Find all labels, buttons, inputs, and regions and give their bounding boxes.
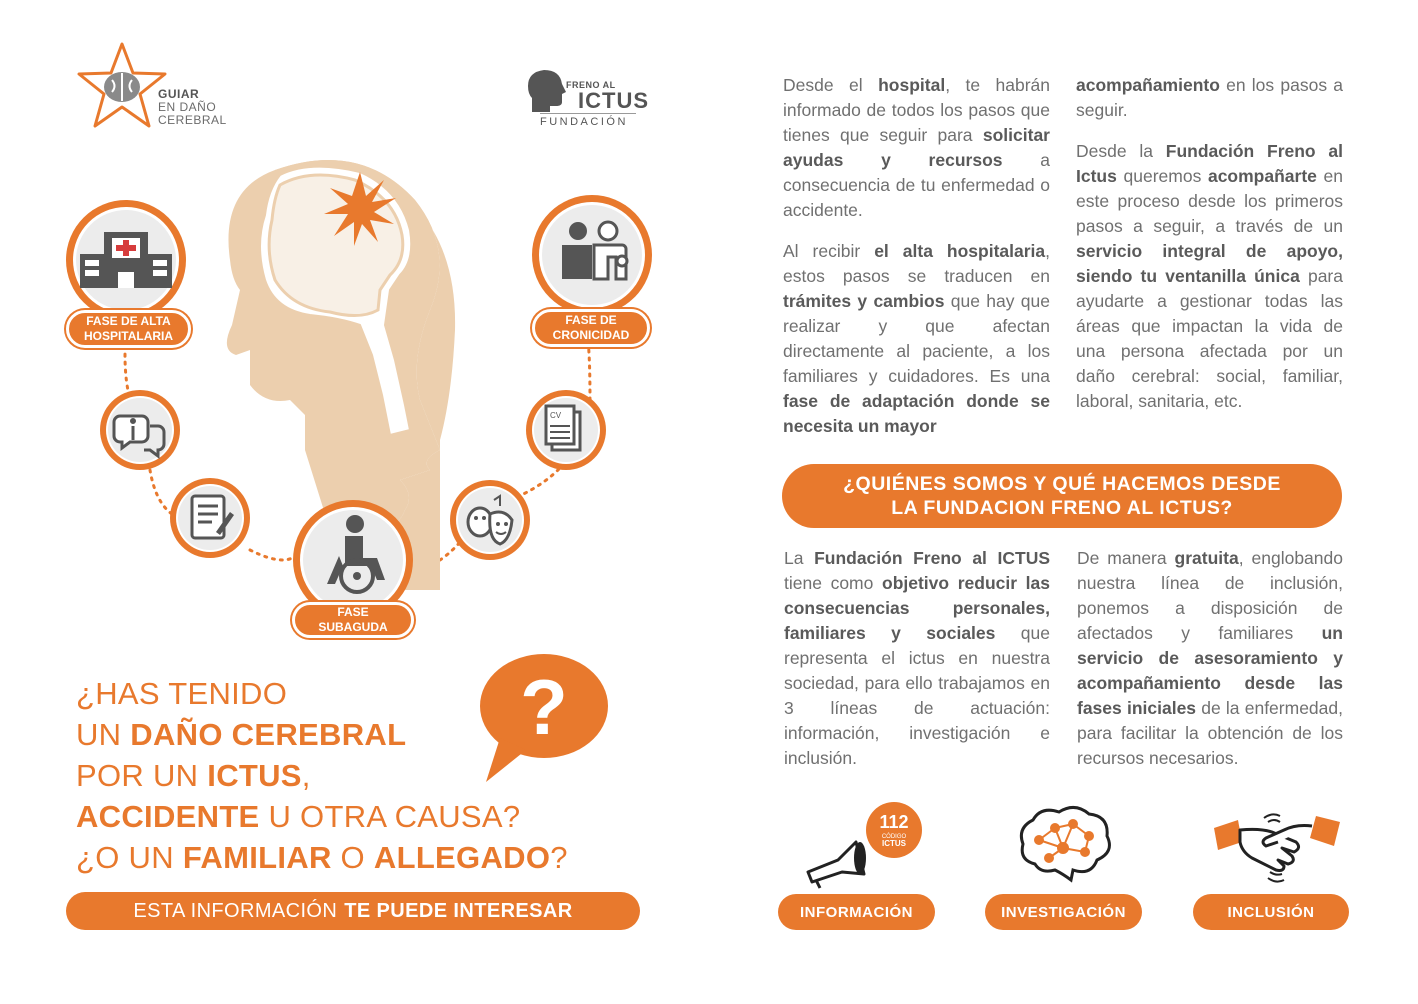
headline-text-2a: UN — [76, 717, 131, 752]
star-brain-icon — [72, 40, 172, 132]
cv-document-icon — [546, 406, 580, 450]
phase-subaguda-line1: FASE — [337, 605, 369, 619]
text-column-4 — [1077, 546, 1343, 787]
guiar-sub1: EN DAÑO — [158, 100, 217, 114]
headline — [76, 673, 676, 878]
headline-text-5b: FAMILIAR — [182, 840, 332, 875]
phase-cronicidad-line2: CRONICIDAD — [552, 328, 630, 342]
headline-text-5d: ALLEGADO — [373, 840, 551, 875]
headline-text-3c: , — [301, 758, 311, 793]
badge-number: 112 — [879, 812, 909, 832]
headline-line4 — [76, 796, 676, 837]
col2-paragraph-2: Desde la Fundación Freno al Ictus queremos acompañarte en este proceso desde los primeros pasos a seguir, a través de un servicio integral de apoyo, siendo tu ventanilla única para ayudarte a gestionar todas las áreas que impactan la vida de una persona afectada por un daño cerebral: social, familiar, laboral, sanitaria, etc. — [1076, 141, 1344, 411]
guiar-title: GUIAR — [158, 87, 200, 101]
freno-ictus-logo — [526, 66, 649, 136]
banner-line2: LA FUNDACION FRENO AL ICTUS? — [891, 497, 1233, 519]
guiar-sub2: CEREBRAL — [158, 113, 227, 127]
brain-network-icon — [1015, 804, 1115, 884]
col2-paragraph-1: acompañamiento en los pasos a seguir. — [1076, 75, 1343, 120]
phase-subaguda-label — [292, 602, 414, 638]
headline-line1 — [76, 673, 676, 714]
arts-circle — [450, 480, 530, 560]
svg-text:CV: CV — [550, 411, 562, 420]
headline-text-2b: DAÑO CEREBRAL — [130, 717, 407, 752]
text-column-3 — [784, 546, 1050, 787]
col1-paragraph-2: Al recibir el alta hospitalaria, estos pasos se traducen en trámites y cambios que hay que realizar y que afectan directamente al paciente, a los familiares y cuidadores. Es una fase de adaptación donde se necesita un mayor — [783, 241, 1051, 436]
col4-paragraph-1: De manera gratuita, englobando nuestra línea de inclusión, ponemos a disposición de afectados y familiares un servicio de asesoramiento y acompañamiento desde las fases iniciales de la enfermedad, para facilitar la obtención de los recursos necesarios. — [1077, 548, 1343, 768]
handshake-icon — [1212, 808, 1342, 888]
headline-line3 — [76, 755, 676, 796]
phases-illustration — [60, 150, 680, 640]
inclusion-button[interactable]: INCLUSIÓN — [1193, 894, 1349, 930]
svg-text:?: ? — [520, 663, 568, 751]
headline-line2 — [76, 714, 676, 755]
hospital-circle — [66, 200, 186, 320]
cta-banner — [66, 892, 640, 930]
info-circle — [100, 390, 180, 470]
phase-cronicidad-label — [532, 309, 650, 347]
headline-text-5a: ¿O UN — [76, 840, 183, 875]
phase-alta-line2: HOSPITALARIA — [83, 329, 174, 343]
family-circle — [532, 195, 652, 315]
headline-text-5c: O — [331, 840, 374, 875]
phase-subaguda-line2: SUBAGUDA — [318, 620, 388, 634]
ictus-logo-rule — [540, 113, 636, 114]
ictus-logo-main: ICTUS — [578, 88, 649, 113]
ictus-logo-top: FRENO AL — [566, 80, 616, 90]
col1-paragraph-1: Desde el hospital, te habrán informado de todos los pasos que tienes que seguir para solicitar ayudas y recursos a consecuencia de tu enfermedad o accidente. — [783, 75, 1051, 220]
cv-circle — [526, 390, 606, 470]
section-banner — [782, 464, 1342, 528]
phase-alta-line1: FASE DE ALTA — [86, 314, 171, 328]
badge-line2: ICTUS — [882, 839, 906, 848]
phase-alta-label — [66, 310, 191, 348]
megaphone-icon — [798, 800, 928, 890]
headline-text-1: ¿HAS TENIDO — [76, 676, 288, 711]
document-circle — [170, 478, 250, 558]
headline-line5 — [76, 837, 676, 878]
head-profile-icon — [526, 68, 566, 114]
headline-text-3a: POR UN — [76, 758, 208, 793]
headline-text-5e: ? — [550, 840, 568, 875]
headline-text-4a: ACCIDENTE — [76, 799, 260, 834]
investigacion-button[interactable]: INVESTIGACIÓN — [985, 894, 1142, 930]
headline-text-4b: U OTRA CAUSA? — [259, 799, 521, 834]
col3-paragraph-1: La Fundación Freno al ICTUS tiene como objetivo reducir las consecuencias personales, familiares y sociales que representa el ictus en nuestra sociedad, para ello trabajamos en 3 líneas de actuación: información, investigación e inclusión. — [784, 548, 1051, 768]
informacion-button[interactable]: INFORMACIÓN — [778, 894, 935, 930]
headline-text-3b: ICTUS — [207, 758, 302, 793]
badge-line1: CÓDIGO — [881, 834, 907, 840]
banner-line1: ¿QUIÉNES SOMOS Y QUÉ HACEMOS DESDE — [843, 473, 1281, 495]
text-column-2 — [1076, 73, 1343, 430]
cta-normal: ESTA INFORMACIÓN — [133, 899, 338, 922]
cta-bold: TE PUEDE INTERESAR — [344, 899, 573, 922]
phase-cronicidad-line1: FASE DE — [565, 313, 617, 327]
text-column-1 — [783, 73, 1050, 455]
guiar-logo — [72, 40, 272, 132]
ictus-logo-bottom: FUNDACIÓN — [540, 116, 628, 128]
